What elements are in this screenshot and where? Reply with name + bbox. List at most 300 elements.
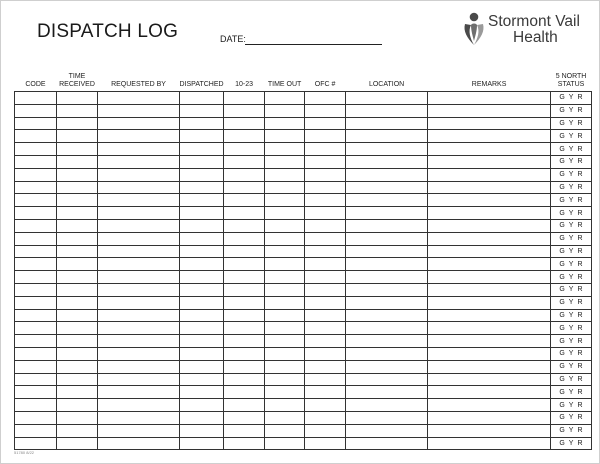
log-cell[interactable] (305, 399, 346, 412)
log-cell[interactable] (346, 411, 428, 424)
log-cell[interactable] (98, 360, 180, 373)
status-option[interactable]: Y (568, 119, 574, 127)
log-cell[interactable] (305, 155, 346, 168)
log-cell[interactable] (98, 399, 180, 412)
log-cell[interactable] (57, 399, 98, 412)
log-cell[interactable] (180, 411, 224, 424)
log-cell[interactable] (224, 232, 265, 245)
log-cell[interactable] (57, 322, 98, 335)
date-field[interactable] (245, 44, 382, 45)
status-option[interactable]: Y (568, 183, 574, 191)
log-cell[interactable] (346, 283, 428, 296)
status-option[interactable]: Y (568, 222, 574, 230)
log-cell[interactable] (98, 309, 180, 322)
log-cell[interactable] (428, 232, 551, 245)
log-cell[interactable] (15, 258, 57, 271)
status-option[interactable]: R (577, 401, 583, 409)
log-cell[interactable] (265, 245, 305, 258)
status-option[interactable]: Y (568, 414, 574, 422)
log-cell[interactable] (98, 194, 180, 207)
log-cell[interactable] (265, 399, 305, 412)
log-cell[interactable] (180, 399, 224, 412)
log-cell[interactable] (15, 309, 57, 322)
log-cell[interactable] (15, 347, 57, 360)
log-cell[interactable] (15, 322, 57, 335)
log-cell[interactable] (265, 271, 305, 284)
log-cell[interactable] (265, 283, 305, 296)
log-cell[interactable] (180, 232, 224, 245)
log-cell[interactable] (428, 245, 551, 258)
log-cell[interactable] (428, 258, 551, 271)
log-cell[interactable] (57, 117, 98, 130)
log-cell[interactable] (180, 271, 224, 284)
log-cell[interactable] (224, 104, 265, 117)
log-cell[interactable] (346, 386, 428, 399)
log-cell[interactable] (180, 92, 224, 105)
log-cell[interactable] (305, 92, 346, 105)
status-option[interactable]: G (559, 375, 565, 383)
status-option[interactable]: G (559, 209, 565, 217)
status-option[interactable]: Y (568, 388, 574, 396)
status-option[interactable]: R (577, 324, 583, 332)
log-cell[interactable] (224, 437, 265, 450)
log-cell[interactable] (15, 424, 57, 437)
status-option[interactable]: G (559, 324, 565, 332)
log-cell[interactable] (180, 219, 224, 232)
log-cell[interactable] (15, 181, 57, 194)
log-cell[interactable] (305, 283, 346, 296)
log-cell[interactable] (180, 155, 224, 168)
status-option[interactable]: R (577, 247, 583, 255)
log-cell[interactable] (57, 92, 98, 105)
log-cell[interactable] (346, 117, 428, 130)
log-cell[interactable] (224, 219, 265, 232)
log-cell[interactable] (15, 232, 57, 245)
log-cell[interactable] (180, 207, 224, 220)
log-cell[interactable] (15, 219, 57, 232)
log-cell[interactable] (15, 271, 57, 284)
status-option[interactable]: Y (568, 171, 574, 179)
log-cell[interactable] (346, 155, 428, 168)
log-cell[interactable] (305, 424, 346, 437)
log-cell[interactable] (265, 181, 305, 194)
log-cell[interactable] (15, 143, 57, 156)
log-cell[interactable] (428, 399, 551, 412)
log-cell[interactable] (224, 168, 265, 181)
log-cell[interactable] (98, 245, 180, 258)
log-cell[interactable] (224, 181, 265, 194)
log-cell[interactable] (98, 143, 180, 156)
status-option[interactable]: R (577, 209, 583, 217)
status-option[interactable]: R (577, 439, 583, 447)
log-cell[interactable] (180, 194, 224, 207)
log-cell[interactable] (180, 322, 224, 335)
status-option[interactable]: G (559, 401, 565, 409)
log-cell[interactable] (180, 373, 224, 386)
log-cell[interactable] (224, 245, 265, 258)
log-cell[interactable] (57, 194, 98, 207)
log-cell[interactable] (305, 117, 346, 130)
log-cell[interactable] (265, 309, 305, 322)
log-cell[interactable] (180, 360, 224, 373)
log-cell[interactable] (57, 296, 98, 309)
log-cell[interactable] (346, 399, 428, 412)
log-cell[interactable] (305, 245, 346, 258)
status-option[interactable]: G (559, 145, 565, 153)
log-cell[interactable] (57, 155, 98, 168)
log-cell[interactable] (224, 386, 265, 399)
log-cell[interactable] (224, 309, 265, 322)
log-cell[interactable] (15, 117, 57, 130)
log-cell[interactable] (224, 399, 265, 412)
log-cell[interactable] (265, 386, 305, 399)
log-cell[interactable] (180, 424, 224, 437)
log-cell[interactable] (265, 232, 305, 245)
status-option[interactable]: R (577, 311, 583, 319)
log-cell[interactable] (98, 271, 180, 284)
log-cell[interactable] (98, 117, 180, 130)
log-cell[interactable] (57, 130, 98, 143)
status-option[interactable]: G (559, 260, 565, 268)
log-cell[interactable] (305, 194, 346, 207)
log-cell[interactable] (224, 92, 265, 105)
log-cell[interactable] (224, 130, 265, 143)
log-cell[interactable] (305, 335, 346, 348)
log-cell[interactable] (15, 437, 57, 450)
log-cell[interactable] (265, 360, 305, 373)
log-cell[interactable] (346, 168, 428, 181)
log-cell[interactable] (180, 104, 224, 117)
log-cell[interactable] (428, 143, 551, 156)
log-cell[interactable] (305, 207, 346, 220)
status-option[interactable]: G (559, 94, 565, 102)
log-cell[interactable] (224, 360, 265, 373)
log-cell[interactable] (305, 271, 346, 284)
log-cell[interactable] (265, 155, 305, 168)
log-cell[interactable] (346, 335, 428, 348)
status-option[interactable]: Y (568, 145, 574, 153)
log-cell[interactable] (98, 411, 180, 424)
log-cell[interactable] (224, 117, 265, 130)
status-option[interactable]: G (559, 235, 565, 243)
status-option[interactable]: Y (568, 337, 574, 345)
status-option[interactable]: Y (568, 158, 574, 166)
log-cell[interactable] (346, 245, 428, 258)
log-cell[interactable] (265, 194, 305, 207)
log-cell[interactable] (224, 207, 265, 220)
status-option[interactable]: G (559, 414, 565, 422)
log-cell[interactable] (346, 143, 428, 156)
log-cell[interactable] (224, 283, 265, 296)
log-cell[interactable] (57, 424, 98, 437)
status-option[interactable]: R (577, 350, 583, 358)
log-cell[interactable] (15, 92, 57, 105)
log-cell[interactable] (98, 168, 180, 181)
log-cell[interactable] (428, 437, 551, 450)
log-cell[interactable] (57, 219, 98, 232)
log-cell[interactable] (428, 181, 551, 194)
log-cell[interactable] (305, 219, 346, 232)
status-option[interactable]: R (577, 158, 583, 166)
log-cell[interactable] (265, 258, 305, 271)
status-option[interactable]: G (559, 311, 565, 319)
log-cell[interactable] (428, 92, 551, 105)
log-cell[interactable] (305, 360, 346, 373)
log-cell[interactable] (57, 437, 98, 450)
log-cell[interactable] (305, 130, 346, 143)
status-option[interactable]: Y (568, 363, 574, 371)
status-option[interactable]: R (577, 107, 583, 115)
status-option[interactable]: G (559, 439, 565, 447)
log-cell[interactable] (57, 360, 98, 373)
log-cell[interactable] (98, 335, 180, 348)
status-option[interactable]: G (559, 427, 565, 435)
log-cell[interactable] (305, 168, 346, 181)
log-cell[interactable] (15, 283, 57, 296)
log-cell[interactable] (98, 232, 180, 245)
status-option[interactable]: R (577, 286, 583, 294)
log-cell[interactable] (428, 155, 551, 168)
log-cell[interactable] (428, 130, 551, 143)
status-option[interactable]: R (577, 94, 583, 102)
status-option[interactable]: G (559, 273, 565, 281)
log-cell[interactable] (180, 283, 224, 296)
log-cell[interactable] (428, 219, 551, 232)
log-cell[interactable] (305, 309, 346, 322)
log-cell[interactable] (15, 335, 57, 348)
log-cell[interactable] (57, 335, 98, 348)
log-cell[interactable] (180, 168, 224, 181)
status-option[interactable]: Y (568, 286, 574, 294)
log-cell[interactable] (15, 386, 57, 399)
log-cell[interactable] (346, 232, 428, 245)
status-option[interactable]: Y (568, 299, 574, 307)
status-option[interactable]: Y (568, 260, 574, 268)
log-cell[interactable] (180, 143, 224, 156)
status-option[interactable]: R (577, 183, 583, 191)
log-cell[interactable] (98, 386, 180, 399)
log-cell[interactable] (224, 411, 265, 424)
log-cell[interactable] (180, 386, 224, 399)
log-cell[interactable] (305, 386, 346, 399)
status-option[interactable]: R (577, 196, 583, 204)
log-cell[interactable] (428, 373, 551, 386)
log-cell[interactable] (57, 207, 98, 220)
status-option[interactable]: Y (568, 196, 574, 204)
log-cell[interactable] (224, 424, 265, 437)
status-option[interactable]: G (559, 107, 565, 115)
log-cell[interactable] (15, 360, 57, 373)
log-cell[interactable] (346, 219, 428, 232)
status-option[interactable]: Y (568, 209, 574, 217)
status-option[interactable]: Y (568, 439, 574, 447)
log-cell[interactable] (305, 258, 346, 271)
log-cell[interactable] (428, 411, 551, 424)
log-cell[interactable] (428, 117, 551, 130)
status-option[interactable]: G (559, 337, 565, 345)
log-cell[interactable] (180, 130, 224, 143)
status-option[interactable]: R (577, 119, 583, 127)
status-option[interactable]: R (577, 235, 583, 243)
log-cell[interactable] (346, 322, 428, 335)
status-option[interactable]: G (559, 119, 565, 127)
log-cell[interactable] (305, 322, 346, 335)
log-cell[interactable] (305, 411, 346, 424)
log-cell[interactable] (346, 92, 428, 105)
status-option[interactable]: Y (568, 94, 574, 102)
log-cell[interactable] (428, 309, 551, 322)
log-cell[interactable] (265, 207, 305, 220)
status-option[interactable]: R (577, 375, 583, 383)
log-cell[interactable] (265, 117, 305, 130)
status-option[interactable]: R (577, 260, 583, 268)
log-cell[interactable] (224, 322, 265, 335)
status-option[interactable]: G (559, 363, 565, 371)
log-cell[interactable] (224, 143, 265, 156)
log-cell[interactable] (180, 347, 224, 360)
log-cell[interactable] (98, 373, 180, 386)
status-option[interactable]: R (577, 171, 583, 179)
status-option[interactable]: R (577, 427, 583, 435)
log-cell[interactable] (180, 437, 224, 450)
log-cell[interactable] (98, 92, 180, 105)
log-cell[interactable] (346, 360, 428, 373)
log-cell[interactable] (57, 283, 98, 296)
log-cell[interactable] (57, 104, 98, 117)
log-cell[interactable] (98, 219, 180, 232)
status-option[interactable]: Y (568, 107, 574, 115)
log-cell[interactable] (98, 322, 180, 335)
log-cell[interactable] (180, 296, 224, 309)
log-cell[interactable] (57, 168, 98, 181)
log-cell[interactable] (15, 130, 57, 143)
log-cell[interactable] (98, 347, 180, 360)
log-cell[interactable] (180, 117, 224, 130)
status-option[interactable]: Y (568, 401, 574, 409)
log-cell[interactable] (57, 309, 98, 322)
status-option[interactable]: G (559, 299, 565, 307)
log-cell[interactable] (224, 347, 265, 360)
log-cell[interactable] (15, 194, 57, 207)
log-cell[interactable] (265, 296, 305, 309)
log-cell[interactable] (57, 258, 98, 271)
log-cell[interactable] (346, 181, 428, 194)
log-cell[interactable] (15, 168, 57, 181)
log-cell[interactable] (15, 155, 57, 168)
log-cell[interactable] (265, 424, 305, 437)
log-cell[interactable] (224, 194, 265, 207)
log-cell[interactable] (346, 296, 428, 309)
log-cell[interactable] (346, 347, 428, 360)
status-option[interactable]: Y (568, 235, 574, 243)
log-cell[interactable] (428, 104, 551, 117)
log-cell[interactable] (98, 104, 180, 117)
log-cell[interactable] (346, 104, 428, 117)
log-cell[interactable] (57, 411, 98, 424)
status-option[interactable]: R (577, 299, 583, 307)
log-cell[interactable] (305, 373, 346, 386)
log-cell[interactable] (98, 130, 180, 143)
log-cell[interactable] (305, 232, 346, 245)
log-cell[interactable] (224, 155, 265, 168)
log-cell[interactable] (428, 335, 551, 348)
status-option[interactable]: G (559, 171, 565, 179)
log-cell[interactable] (305, 347, 346, 360)
log-cell[interactable] (428, 424, 551, 437)
log-cell[interactable] (224, 271, 265, 284)
log-cell[interactable] (265, 347, 305, 360)
log-cell[interactable] (428, 207, 551, 220)
status-option[interactable]: G (559, 286, 565, 294)
log-cell[interactable] (346, 309, 428, 322)
log-cell[interactable] (98, 155, 180, 168)
status-option[interactable]: Y (568, 324, 574, 332)
status-option[interactable]: R (577, 273, 583, 281)
status-option[interactable]: G (559, 247, 565, 255)
log-cell[interactable] (180, 309, 224, 322)
status-option[interactable]: G (559, 183, 565, 191)
log-cell[interactable] (180, 335, 224, 348)
log-cell[interactable] (428, 347, 551, 360)
log-cell[interactable] (265, 219, 305, 232)
log-cell[interactable] (57, 143, 98, 156)
log-cell[interactable] (346, 258, 428, 271)
log-cell[interactable] (428, 360, 551, 373)
log-cell[interactable] (98, 207, 180, 220)
log-cell[interactable] (428, 322, 551, 335)
log-cell[interactable] (224, 335, 265, 348)
log-cell[interactable] (305, 437, 346, 450)
log-cell[interactable] (180, 181, 224, 194)
log-cell[interactable] (265, 411, 305, 424)
log-cell[interactable] (15, 373, 57, 386)
log-cell[interactable] (15, 399, 57, 412)
status-option[interactable]: G (559, 388, 565, 396)
log-cell[interactable] (346, 207, 428, 220)
log-cell[interactable] (265, 437, 305, 450)
log-cell[interactable] (305, 104, 346, 117)
log-cell[interactable] (428, 194, 551, 207)
status-option[interactable]: R (577, 363, 583, 371)
log-cell[interactable] (265, 104, 305, 117)
log-cell[interactable] (57, 386, 98, 399)
log-cell[interactable] (346, 194, 428, 207)
log-cell[interactable] (98, 437, 180, 450)
log-cell[interactable] (224, 258, 265, 271)
log-cell[interactable] (57, 245, 98, 258)
log-cell[interactable] (57, 271, 98, 284)
log-cell[interactable] (265, 373, 305, 386)
status-option[interactable]: R (577, 222, 583, 230)
status-option[interactable]: Y (568, 375, 574, 383)
log-cell[interactable] (265, 92, 305, 105)
log-cell[interactable] (428, 296, 551, 309)
log-cell[interactable] (224, 296, 265, 309)
log-cell[interactable] (346, 373, 428, 386)
log-cell[interactable] (428, 271, 551, 284)
status-option[interactable]: Y (568, 311, 574, 319)
log-cell[interactable] (57, 373, 98, 386)
log-cell[interactable] (224, 373, 265, 386)
log-cell[interactable] (98, 181, 180, 194)
log-cell[interactable] (57, 232, 98, 245)
log-cell[interactable] (265, 168, 305, 181)
log-cell[interactable] (265, 143, 305, 156)
log-cell[interactable] (428, 386, 551, 399)
status-option[interactable]: G (559, 132, 565, 140)
log-cell[interactable] (98, 296, 180, 309)
log-cell[interactable] (305, 143, 346, 156)
